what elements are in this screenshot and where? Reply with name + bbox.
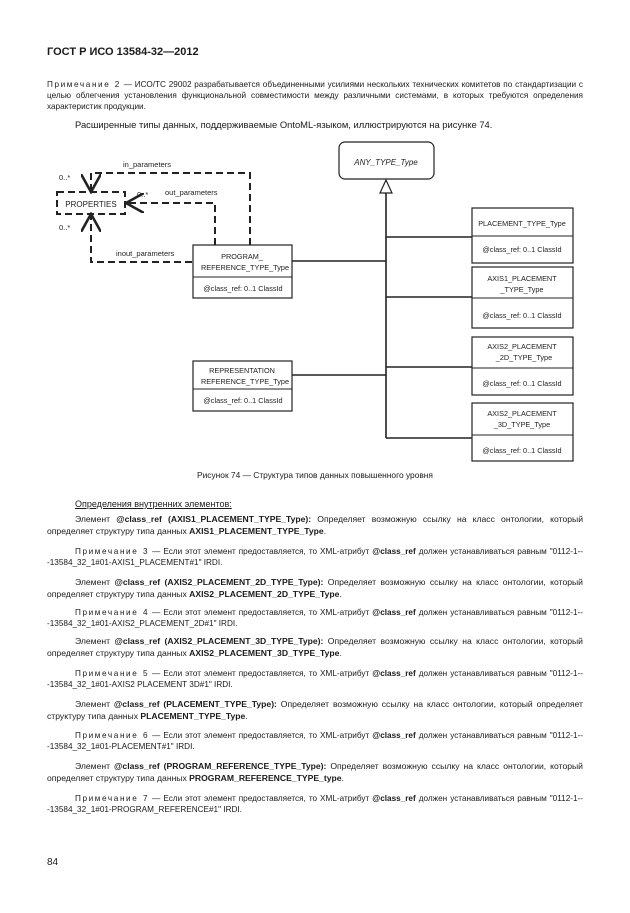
svg-text:PROPERTIES: PROPERTIES (65, 200, 117, 209)
svg-text:@class_ref: 0..1 ClassId: @class_ref: 0..1 ClassId (482, 245, 562, 254)
svg-text:_2D_TYPE_Type: _2D_TYPE_Type (495, 353, 553, 362)
definition-axis1: Элемент @class_ref (AXIS1_PLACEMENT_TYPE_Type): Определяет возможную ссылку на класс онтологии, который определяет структуру типа данных AXIS1_PLACEMENT_TYPE_Type. (47, 514, 583, 537)
note-3: Примечание 3 — Если этот элемент предоставляется, то XML-атрибут @class_ref должен устанавливаться равным "0112-1---13584_32_1#01-AXIS1_PLACEMENT#1" IRDI. (47, 547, 584, 568)
svg-text:PROGRAM_: PROGRAM_ (221, 252, 263, 261)
svg-text:AXIS1_PLACEMENT: AXIS1_PLACEMENT (487, 274, 557, 283)
definitions-heading: Определения внутренних элементов: (75, 499, 232, 509)
placement-type-class (472, 208, 573, 263)
svg-text:@class_ref: 0..1 ClassId: @class_ref: 0..1 ClassId (482, 379, 562, 388)
svg-text:REFERENCE_TYPE_Type: REFERENCE_TYPE_Type (201, 263, 289, 272)
svg-text:_3D_TYPE_Type: _3D_TYPE_Type (493, 420, 551, 429)
any-type-class (339, 142, 434, 179)
svg-text:REFERENCE_TYPE_Type: REFERENCE_TYPE_Type (201, 377, 289, 386)
in-parameters-label: in_parameters (123, 160, 171, 169)
svg-text:@class_ref: 0..1 ClassId: @class_ref: 0..1 ClassId (203, 396, 283, 405)
intro-paragraph: Расширенные типы данных, поддерживаемые OntoML-языком, иллюстрируются на рисунке 74. (75, 119, 493, 130)
axis2-placement-3d-class (472, 403, 573, 461)
svg-text:AXIS2_PLACEMENT: AXIS2_PLACEMENT (487, 409, 557, 418)
multiplicity-out: 0..* (137, 190, 149, 199)
inout-parameters-label: inout_parameters (116, 249, 175, 258)
definition-axis2-2d: Элемент @class_ref (AXIS2_PLACEMENT_2D_TYPE_Type): Определяет возможную ссылку на класс онтологии, который определяет структуру типа данных AXIS2_PLACEMENT_2D_TYPE_Type. (47, 577, 583, 600)
note-4: Примечание 4 — Если этот элемент предоставляется, то XML-атрибут @class_ref должен устанавливаться равным "0112-1---13584_32_1#01-AXIS2_PLACEMENT_2D#1" IRDI. (47, 608, 584, 629)
svg-text:PLACEMENT_TYPE_Type: PLACEMENT_TYPE_Type (478, 219, 566, 228)
multiplicity-in: 0..* (59, 173, 71, 182)
program-reference-class (193, 245, 292, 298)
axis1-placement-class (472, 267, 573, 328)
multiplicity-inout: 0..* (59, 223, 71, 232)
note-6: Примечание 6 — Если этот элемент предоставляется, то XML-атрибут @class_ref должен устанавливаться равным "0112-1---13584_32_1#01-PLACEMENT#1" IRDI. (47, 731, 584, 752)
note-7: Примечание 7 — Если этот элемент предоставляется, то XML-атрибут @class_ref должен устанавливаться равным "0112-1---13584_32_1#01-PROGRAM_REFERENCE#1" IRDI. (47, 794, 584, 815)
note-5: Примечание 5 — Если этот элемент предоставляется, то XML-атрибут @class_ref должен устанавливаться равным "0112-1---13584_32_1#01-AXIS2 PLACEMENT 3D#1" IRDI. (47, 669, 584, 690)
svg-text:AXIS2_PLACEMENT: AXIS2_PLACEMENT (487, 342, 557, 351)
axis2-placement-2d-class (472, 337, 573, 395)
page-number: 84 (47, 857, 59, 868)
out-parameters-label: out_parameters (165, 188, 218, 197)
note-2-text: — ИСО/ТС 29002 разрабатывается объединенными усилиями нескольких технических комитетов по стандартизации с целью облегчения установления функциональной совместимости между различными системами, в которых требуются определения характеристик продукции. (47, 80, 583, 112)
representation-reference-class (193, 361, 292, 411)
svg-text:REPRESENTATION: REPRESENTATION (209, 366, 275, 375)
svg-text:@class_ref: 0..1 ClassId: @class_ref: 0..1 ClassId (482, 311, 562, 320)
definition-axis2-3d: Элемент @class_ref (AXIS2_PLACEMENT_3D_TYPE_Type): Определяет возможную ссылку на класс онтологии, который определяет структуру типа данных AXIS2_PLACEMENT_3D_TYPE_Type. (47, 636, 583, 659)
svg-text:@class_ref: 0..1 ClassId: @class_ref: 0..1 ClassId (203, 284, 283, 293)
note-2-label: Примечание 2 (47, 80, 121, 89)
figure-caption: Рисунок 74 — Структура типов данных повышенного уровня (197, 470, 433, 480)
properties-class (57, 192, 125, 214)
definition-program-reference: Элемент @class_ref (PROGRAM_REFERENCE_TYPE_Type): Определяет возможную ссылку на класс онтологии, который определяет структуру типа данных PROGRAM_REFERENCE_TYPE_type. (47, 761, 583, 784)
svg-text:ANY_TYPE_Type: ANY_TYPE_Type (354, 158, 418, 167)
svg-text:_TYPE_Type: _TYPE_Type (500, 285, 544, 294)
document-header: ГОСТ Р ИСО 13584-32—2012 (47, 46, 199, 58)
inheritance-lines (292, 180, 472, 438)
svg-text:@class_ref: 0..1 ClassId: @class_ref: 0..1 ClassId (482, 446, 562, 455)
definition-placement: Элемент @class_ref (PLACEMENT_TYPE_Type): Определяет возможную ссылку на класс онтологии, который определяет структуру типа данных PLACEMENT_TYPE_Type. (47, 699, 583, 722)
